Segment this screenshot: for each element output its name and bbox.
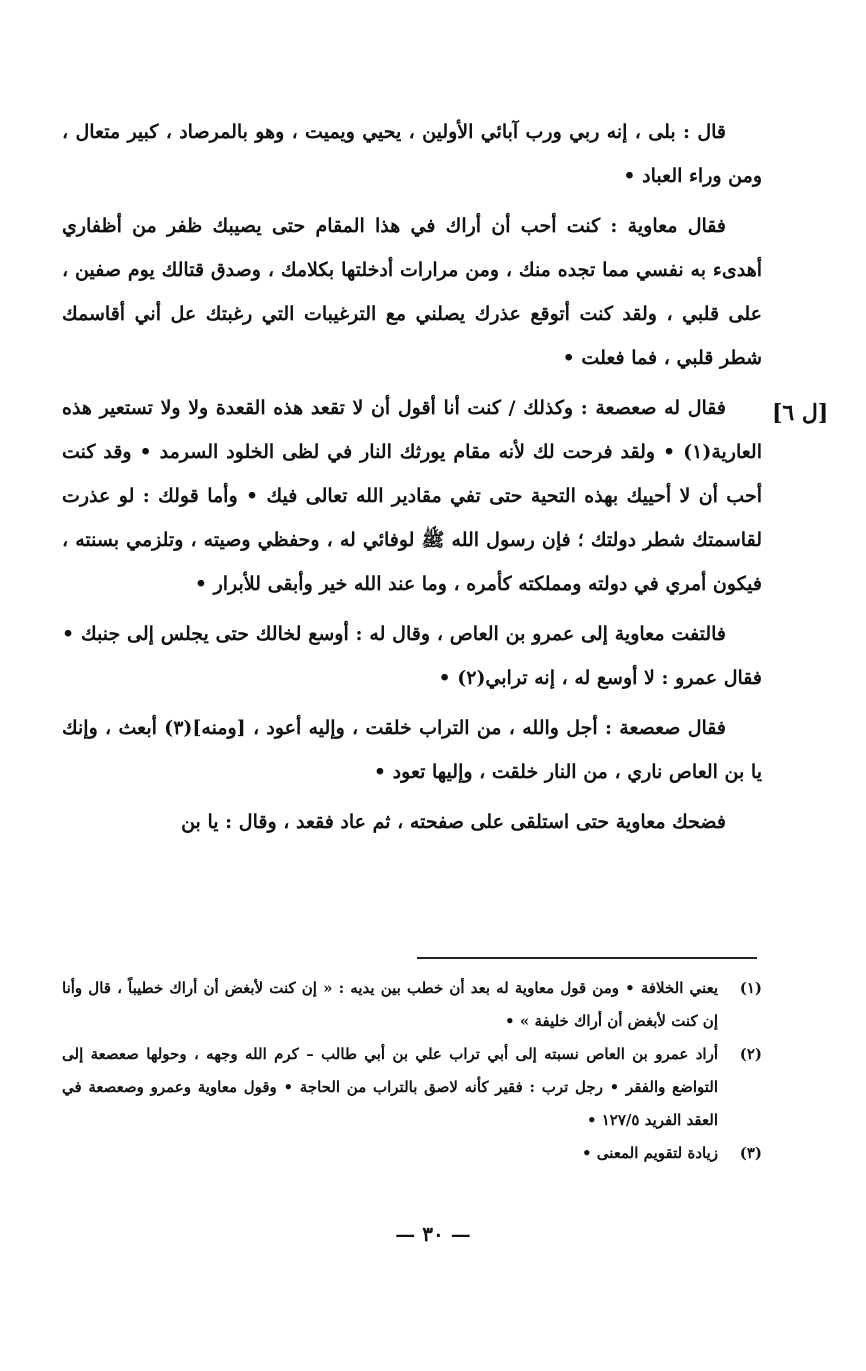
footnote-number: (٣) [739, 1144, 762, 1162]
footnote-text: أراد عمرو بن العاص نسبته إلى أبي تراب علي بن أبي طالب – كرم الله وجهه ، وحولها صعصعة إلى التواضع والفقر • رجل ترب : فقير كأنه لاصق بالتراب من الحاجة • وقول معاوية وعمرو وصعصعة في العقد الفريد ١٢٧/٥ • [62, 1045, 718, 1129]
footnote-1 [62, 972, 762, 1038]
paragraph-5: فقال صعصعة : أجل والله ، من التراب خلقت ، وإليه أعود ، [ومنه](٣) أبعث ، وإنك يا بن العاص ناري ، من النار خلقت ، وإليها تعود • [62, 717, 762, 783]
footnote-text: يعني الخلافة • ومن قول معاوية له بعد أن خطب بين يديه : « إن كنت لأبغض أن أراك خطيباً ، قال وأنا إن كنت لأبغض أن أراك خليفة » • [62, 979, 718, 1030]
footnote-divider [417, 957, 757, 959]
footnote-number: (٢) [739, 1045, 762, 1063]
footnote-2 [62, 1038, 762, 1137]
footnotes [62, 972, 762, 1170]
paragraph-1: قال : بلى ، إنه ربي ورب آبائي الأولين ، يحيي ويميت ، وهو بالمرصاد ، كبير متعال ، ومن وراء العباد • [62, 121, 762, 187]
footnote-3 [62, 1137, 762, 1170]
paragraph-2: فقال معاوية : كنت أحب أن أراك في هذا المقام حتى يصيبك ظفر من أظفاري أهدىء به نفسي مما تجده منك ، ومن مرارات أدخلتها بكلامك ، وصدق قتالك يوم صفين ، على قلبي ، ولقد كنت أتوقع عذرك يصلني مع الترغيبات التي رغبتك عل أني أقاسمك شطر قلبي ، فما فعلت • [62, 215, 762, 369]
paragraph-3: فقال له صعصعة : وكذلك / كنت أنا أقول أن لا تقعد هذه القعدة ولا ولا تستعير هذه العارية(١) • ولقد فرحت لك لأنه مقام يورثك النار في لظى الخلود السرمد • وقد كنت أحب أن لا أحييك بهذه التحية حتى تفي مقادير الله تعالى فيك • وأما قولك : لو عذرت لقاسمتك شطر دولتك ؛ فإن رسول الله ﷺ لوفائي له ، وحفظي وصيته ، وتلزمي بسنته ، فيكون أمري في دولته ومملكته كأمره ، وما عند الله خير وأبقى للأبرار • [62, 397, 762, 595]
footnote-number: (١) [739, 979, 762, 997]
footnote-text: زيادة لتقويم المعنى • [581, 1144, 718, 1162]
manuscript-page-marker: [ل ٦] [772, 400, 829, 426]
page-number: — ٣٠ — [395, 1222, 471, 1246]
paragraph-4: فالتفت معاوية إلى عمرو بن العاص ، وقال له : أوسع لخالك حتى يجلس إلى جنبك • فقال عمرو : لا أوسع له ، إنه ترابي(٢) • [62, 623, 762, 689]
paragraph-6: فضحك معاوية حتى استلقى على صفحته ، ثم عاد فقعد ، وقال : يا بن [181, 811, 726, 833]
main-text [62, 110, 762, 850]
